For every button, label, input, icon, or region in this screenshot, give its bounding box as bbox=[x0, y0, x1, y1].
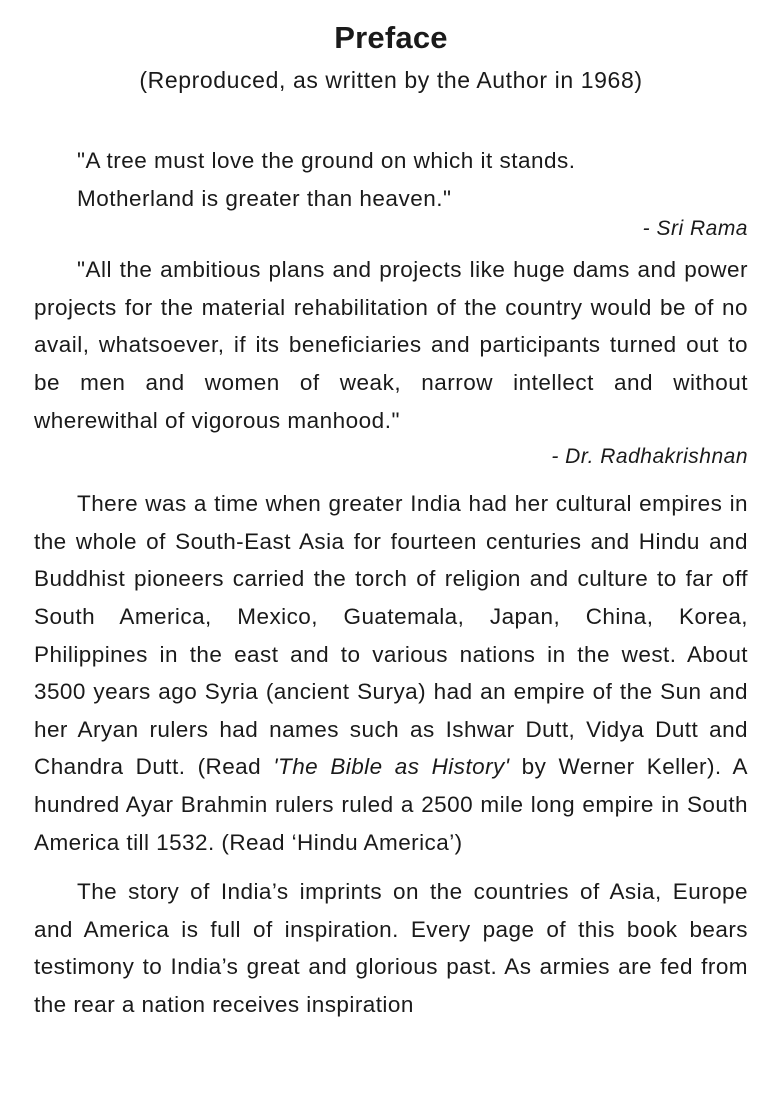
quote-attribution-radhakrishnan: - Dr. Radhakrishnan bbox=[551, 445, 748, 469]
paragraph-text-part-2: by Werner Keller). A hundred Ayar Brahmin rulers ruled a 2500 mile long empire in South America till 1532. (Read ‘Hindu America’) bbox=[34, 754, 748, 855]
quote-attribution-sri-rama: - Sri Rama bbox=[642, 217, 748, 241]
page-subtitle: (Reproduced, as written by the Author in 1968) bbox=[139, 67, 643, 93]
paragraph-greater-india bbox=[34, 485, 748, 861]
quote-line-1: "A tree must love the ground on which it stands. bbox=[77, 148, 576, 173]
paragraph-india-imprints: The story of India’s imprints on the countries of Asia, Europe and America is full of inspiration. Every page of this book bears testimony to India’s great and glorious past. As armies are fed from the rear a nation receives inspiration bbox=[34, 879, 748, 1017]
quote-sri-rama bbox=[34, 142, 748, 217]
book-title-bible-as-history: 'The Bible as History' bbox=[273, 754, 510, 780]
quote-line-2: Motherland is greater than heaven." bbox=[77, 185, 452, 211]
page-title: Preface bbox=[334, 20, 448, 55]
quote-radhakrishnan: "All the ambitious plans and projects like huge dams and power projects for the material rehabilitation of the country would be of no avail, whatsoever, if its beneficiaries and participants turned out to be men and women of weak, narrow intellect and without wherewithal of vigorous manhood." bbox=[34, 257, 748, 433]
paragraph-text-part-1: There was a time when greater India had her cultural empires in the whole of South-East Asia for fourteen centuries and Hindu and Buddhist pioneers carried the torch of religion and culture to far off South America, Mexico, Guatemala, Japan, China, Korea, Philippines in the east and to various nations in the west. About 3500 years ago Syria (ancient Surya) had an empire of the Sun and her Aryan rulers had names such as Ishwar Dutt, Vidya Dutt and Chandra Dutt. (Read bbox=[34, 491, 748, 780]
